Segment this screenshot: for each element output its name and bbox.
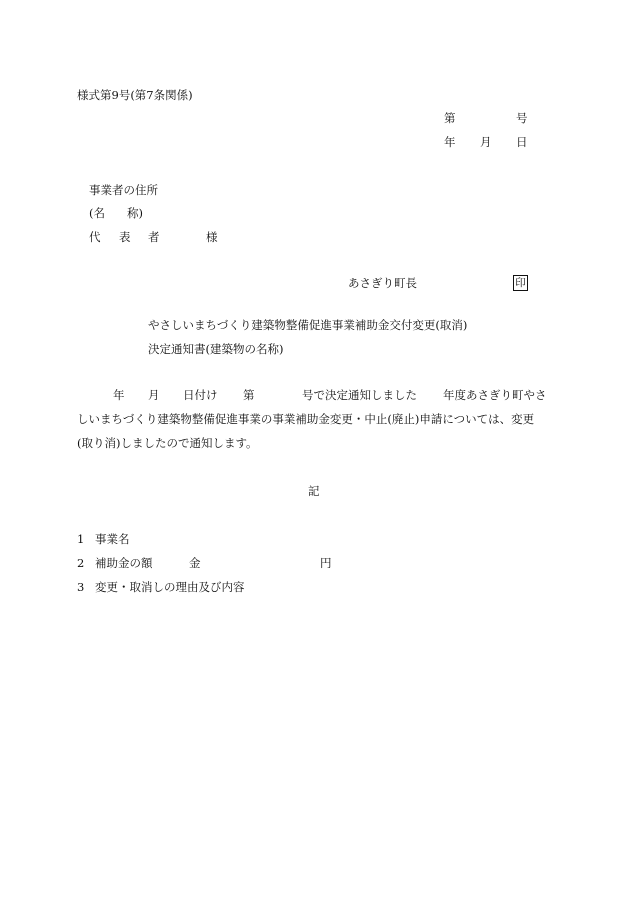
body-month: 月 [148, 388, 160, 402]
item-label: 変更・取消しの理由及び内容 [95, 580, 245, 594]
body-decided: 号で決定通知しました [302, 388, 417, 402]
item-label: 補助金の額 [95, 556, 153, 570]
body-dated: 日付け [183, 388, 218, 402]
addressee-name-open: (名 [89, 206, 105, 220]
body-line-3: (取り消)しましたので通知します。 [77, 436, 258, 450]
item-number: 3 [77, 580, 85, 594]
body-line-2: しいまちづくり建築物整備促進事業の事業補助金変更・中止(廃止)申請については、変更 [77, 412, 535, 426]
body-year: 年 [113, 388, 125, 402]
form-number: 様式第9号(第7条関係) [77, 88, 193, 102]
seal-mark: 印 [513, 275, 528, 291]
addressee-address: 事業者の住所 [89, 183, 158, 197]
date-month-label: 月 [480, 135, 492, 149]
honorific: 様 [206, 230, 218, 244]
subject-line-2: 決定通知書(建築物の名称) [148, 342, 284, 356]
representative-char-2: 表 [119, 230, 131, 244]
body-fiscal-year: 年度あさぎり町やさ [443, 388, 547, 402]
representative-char-1: 代 [89, 230, 101, 244]
item-number: 1 [77, 532, 85, 546]
amount-yen: 円 [320, 556, 332, 570]
ki-heading: 記 [308, 484, 320, 498]
document-number-suffix: 号 [516, 111, 528, 125]
addressee-name-close: 称) [127, 206, 143, 220]
subject-line-1: やさしいまちづくり建築物整備促進事業補助金交付変更(取消) [148, 318, 468, 332]
issuer-title: あさぎり町長 [348, 276, 417, 290]
item-label: 事業名 [95, 532, 130, 546]
date-year-label: 年 [444, 135, 456, 149]
amount-kin: 金 [189, 556, 201, 570]
document-number-prefix: 第 [444, 111, 456, 125]
body-number-prefix: 第 [243, 388, 255, 402]
item-number: 2 [77, 556, 85, 570]
representative-char-3: 者 [148, 230, 160, 244]
date-day-label: 日 [516, 135, 528, 149]
